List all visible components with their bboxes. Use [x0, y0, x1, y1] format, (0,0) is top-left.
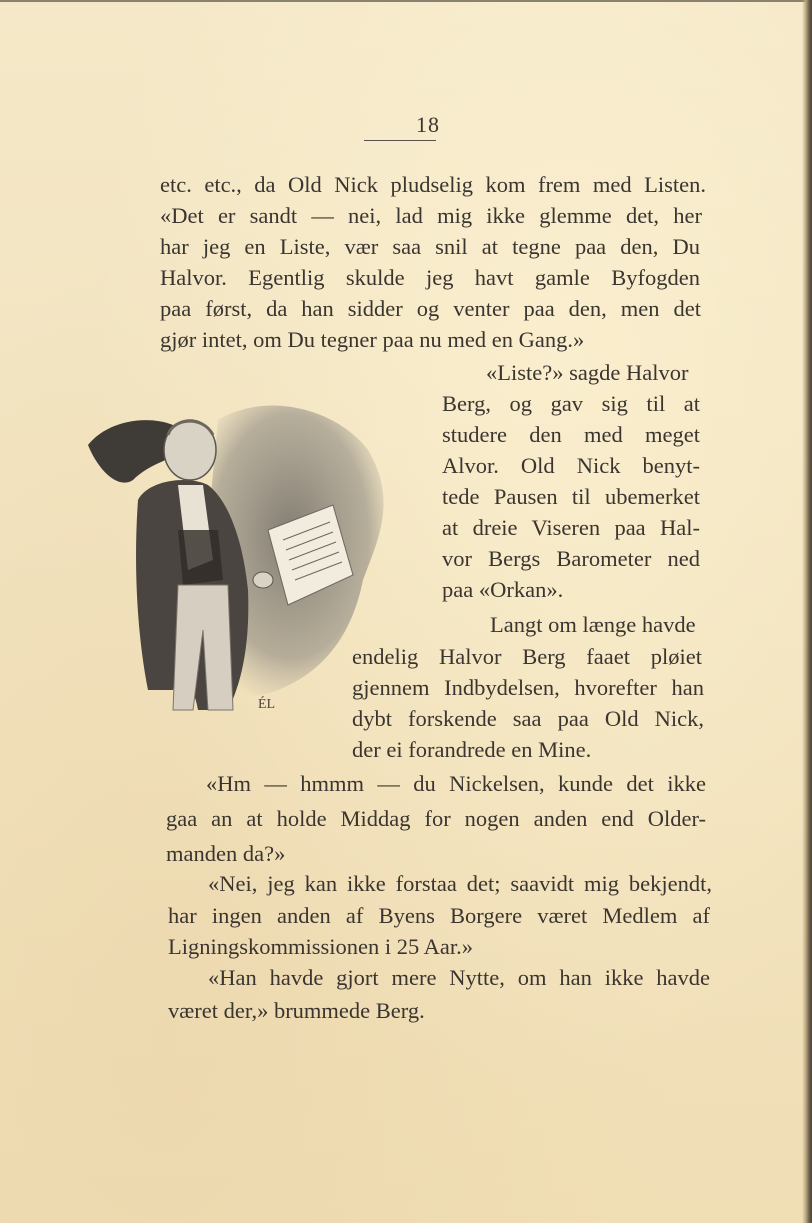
illustration-signature: ÉL: [258, 697, 276, 712]
text-line: Alvor. Old Nick benyt-: [442, 453, 700, 478]
text-line: studere den med meget: [442, 422, 700, 447]
text-line: etc. etc., da Old Nick pludselig kom frem med Listen.: [160, 172, 706, 197]
text-line: Berg, og gav sig til at: [442, 391, 700, 416]
text-line: vor Bergs Barometer ned: [442, 546, 700, 571]
text-line: gjennem Indbydelsen, hvorefter han: [352, 675, 704, 700]
text-line: gaa an at holde Middag for nogen anden end Older-: [166, 806, 706, 831]
text-line: endelig Halvor Berg faaet pløiet: [352, 644, 702, 669]
text-line: «Liste?» sagde Halvor: [486, 360, 689, 385]
text-line: at dreie Viseren paa Hal-: [442, 515, 700, 540]
text-line: «Det er sandt — nei, lad mig ikke glemme det, her: [160, 203, 702, 228]
text-line: Langt om længe havde: [490, 612, 696, 637]
page-top-edge: [0, 0, 812, 2]
text-line: «Nei, jeg kan ikke forstaa det; saavidt mig bekjendt,: [208, 871, 712, 896]
text-line: gjør intet, om Du tegner paa nu med en Gang.»: [160, 327, 585, 352]
text-line: «Han havde gjort mere Nytte, om han ikke havde: [208, 965, 710, 990]
text-line: manden da?»: [166, 841, 286, 866]
page-number-rule: [364, 140, 436, 141]
text-line: der ei forandrede en Mine.: [352, 737, 592, 762]
page-right-edge-shadow: [802, 0, 812, 1223]
text-line: Ligningskommissionen i 25 Aar.»: [168, 934, 474, 959]
text-line: været der,» brummede Berg.: [168, 998, 425, 1023]
text-line: dybt forskende saa paa Old Nick,: [352, 706, 704, 731]
text-line: paa først, da han sidder og venter paa den, men det: [160, 296, 701, 321]
text-line: Halvor. Egentlig skulde jeg havt gamle Byfogden: [160, 265, 700, 290]
text-line: har ingen anden af Byens Borgere været Medlem af: [168, 903, 710, 928]
page-number: 18: [416, 112, 440, 137]
text-line: tede Pausen til ubemerket: [442, 484, 700, 509]
text-line: «Hm — hmmm — du Nickelsen, kunde det ikke: [206, 771, 706, 796]
text-line: har jeg en Liste, vær saa snil at tegne paa den, Du: [160, 234, 700, 259]
text-line: paa «Orkan».: [442, 577, 564, 602]
